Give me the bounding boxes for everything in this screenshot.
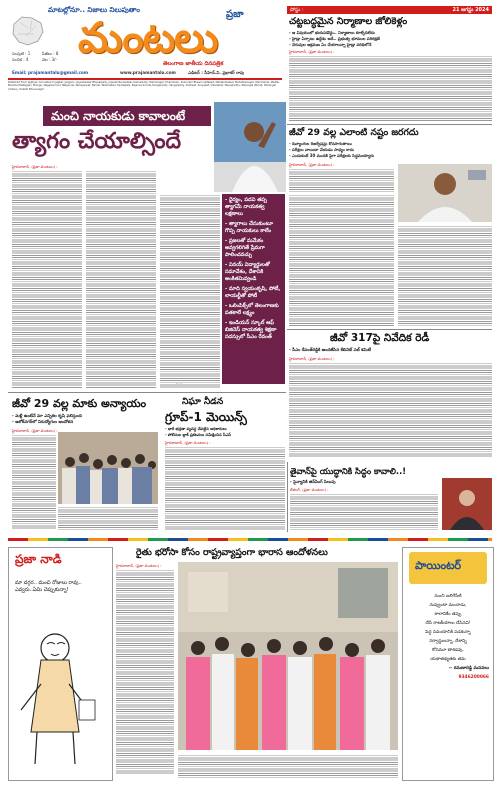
story1-sub: - ఆ విషయంలో భయపడొద్దు.. నిర్మాణాలు కూల్చేదిలేదు (289, 30, 375, 35)
story1-sub: - హైడ్రా ఏర్పాటు ఉద్దేశం అదే.. ప్రభుత్వ భూముల పరిరక్షణే (289, 36, 380, 41)
group1-dateline: హైదరాబాద్, (ప్రజా మంటలు) : (165, 440, 211, 445)
praja-nadi-box (8, 547, 113, 781)
farmers-body-bottom (178, 754, 398, 778)
vertical-divider (287, 462, 288, 532)
masthead-meta-2 (42, 51, 82, 62)
lead-dateline: హైదరాబాద్, (ప్రజా మంటలు) : (12, 164, 58, 169)
masthead-slogan: మాటల్లోనూ.. నిజాలు నిలుపుతాం (48, 6, 140, 14)
story1-dateline: హైదరాబాద్, (ప్రజా మంటలు) : (289, 49, 335, 54)
pages: పేజీలు : 8 (42, 51, 59, 56)
lead-kicker (43, 106, 211, 126)
highlight-item: - మాది స్వయంకృషి, పోటీ, లాయల్టీతో పోటీ (225, 286, 281, 299)
group1-sub: - పోలీసుల బ్లాక్ ప్రకటనలు సమీక్షించిన సీఎస్ (165, 432, 232, 437)
story2-sub: - ఎందుకంటే 30 మందికి పైగా పరీక్షలకు సిద్ధమయ్యారు (289, 153, 375, 158)
highlight-item: - ధైర్యం, పదవి తప్ప త్యాగమే నాయకత్వ లక్షణాలు (225, 197, 267, 217)
chief-minister-photo (214, 102, 286, 192)
story3-dateline: హైదరాబాద్, (ప్రజా మంటలు) : (289, 356, 335, 361)
byline: ‑ ‑ ‑ (176, 381, 183, 385)
pointer-line: నుంచి బలిగేసేటి (434, 594, 462, 599)
nigha-kicker: నిఘా నీడన (182, 397, 224, 407)
story2-sub: - దివ్యాంగుల రిజర్వేషన్లు కొనసాగుతాయి (289, 141, 352, 146)
go29-subheads (12, 413, 162, 425)
story3-headline: జీవో 317పై నివేదిక రెడీ (330, 332, 430, 344)
divider (287, 329, 492, 330)
issue: సంచిక : 4 (12, 56, 29, 62)
pointer-title: పాయింటర్ (415, 559, 462, 572)
story2-headline: జీవో 29 వల్ల ఎలాంటి నష్టం జరగదు (289, 127, 419, 138)
divider (287, 124, 492, 125)
website[interactable]: www.prajamantalu.com (120, 70, 176, 75)
pointer-line: యథాతథ్యతకు తమ (430, 657, 466, 662)
story2-body (289, 194, 394, 326)
lead-body-col3 (160, 194, 220, 388)
lead-photo (252, 86, 284, 101)
story1-subheads (289, 30, 494, 48)
story3-subhead: - సీఎం రేవంత్‌రెడ్డికి అందజేసిన కేబినెట్ సబ్ కమిటీ (289, 347, 372, 352)
pointer-verse (407, 592, 489, 682)
brand-small: ప్రజా (226, 9, 244, 20)
farmers-dateline: హైదరాబాద్, (ప్రజా మంటలు) : (116, 563, 162, 568)
issue-date: 21 ఆగస్టు 2024 (452, 7, 489, 13)
lead-highlights-box (222, 194, 285, 384)
farmers-headline: రైతు భరోసా కోసం రాష్ట్రవ్యాప్తంగా భారాస ఆందోళనలు (136, 547, 328, 558)
farmers-body-col (116, 569, 174, 775)
cartoon-caption: మా దగ్గర.. మంచి రోజులు రావు.. ఎవ్వరు..ఏమి చెప్పుకున్నా! (15, 580, 82, 593)
group1-sub: - భారీ భద్రతా వ్యవస్థ చేపట్టిన అధికారులు (165, 426, 227, 431)
go29-body-2 (58, 506, 158, 530)
highlight-item: - ఒలింపిక్స్‌లో తెలంగాణకు పతకాలే లక్ష్యం (225, 303, 279, 316)
brand-title: మంటలు (78, 13, 218, 62)
group1-body (165, 446, 285, 530)
pointer-author: -- రమణారెడ్డి మనవలు (448, 666, 489, 671)
go29-headline: జీవో 29 వల్ల మాకు అన్యాయం (12, 397, 147, 410)
pointer-box (402, 547, 494, 781)
official-portrait-photo (398, 164, 492, 222)
go29-body (12, 434, 56, 530)
story1-body (289, 55, 492, 121)
cartoon-illustration (17, 614, 103, 774)
highlight-item: - ప్రజలతో మమేకం అవ్వగలిగితే ప్రేమగా పాలించవచ్చు (225, 238, 265, 258)
highlight-item: - త్యాగాలు చేసుకుంటూ గొప్ప నాయకులు కాలేం (225, 221, 274, 234)
lead-body-col2 (86, 170, 156, 388)
protest-photo (58, 432, 158, 504)
publisher-line: Published From Jagtiyal, Circulated In Jagtial, Jangaon, Jayashankar Bhupalpally, Jogulamba Gadwal, Kamareddy, Karimnagar, Khammam, Kumuram Bheem Asifabad, Mahabubabad, Mahabubnagar, Mancherial, Medak, Medchal Malkajgiri, Mulugu, Nagarkurnool, Nalgonda, Narayanpet, Nirmal, Nizamabad, Peddapalli, Rajanna Sircilla, Rangareddy, Sangareddy, Siddipet, Suryapet, Vikarabad, Wanaparthy, Warangal (Rural), Warangal (Urban), Yadadri Bhuvanagiri (8, 81, 280, 91)
go29-sub: - మళ్లీ ఉంటేనే మా ఎన్నికల కృషి ఫలిస్తుంది (12, 413, 83, 418)
date-bar (287, 6, 492, 14)
pointer-line: నువ్వుంటా మంచాడు, (429, 603, 467, 608)
taiwan-subhead: - సైన్యానికి జిన్‌పింగ్ పిలుపు (290, 479, 336, 484)
xi-jinping-photo (442, 478, 492, 530)
group1-headline: గ్రూప్-1 మెయిన్స్ (165, 410, 247, 424)
taiwan-body (290, 493, 438, 530)
masthead (8, 6, 282, 78)
highlight-item: - వినయ్ విద్యార్థులతో సమావేశం, దేశానికి అంకితమివ్వండి (225, 262, 270, 282)
pointer-line: సర్వాస్థులన్నా, దేశాన్ని (429, 639, 467, 644)
pointer-line: కోసమూ తాకడవు, (432, 648, 464, 653)
story3-body (289, 362, 492, 458)
pointer-line: చేసే రాజకీయాలు చేసినవి! (425, 621, 471, 626)
group1-subheads (165, 426, 290, 438)
story2-body-right (398, 225, 492, 326)
pointer-banner (409, 552, 487, 584)
editor: ఎడిటర్ : సీహెచ్.వి. ప్రభాకర్ రావు (188, 70, 245, 75)
email[interactable]: Email: prajamantalu@gmail.com (12, 70, 89, 75)
divider (8, 392, 286, 393)
story1-headline: చట్టబద్ధమైన నిర్మాణాల జోలికెళ్లం (289, 16, 408, 27)
pointer-phone: 9346200066 (458, 675, 489, 680)
price: వెల : 3/- (42, 56, 57, 62)
praja-nadi-title: ప్రజా నాడి (15, 552, 62, 566)
tagline: తెలంగాణ జాతీయ దినపత్రిక (163, 61, 224, 67)
go29-dateline: హైదరాబాద్, (ప్రజా మంటలు) : (12, 428, 58, 433)
lead-headline: త్యాగం చేయాల్సిందే (12, 129, 182, 154)
story2-subheads (289, 141, 494, 159)
story1-sub: - చెరువుల ఆక్రమణ ఏం చేయాలన్నా హైడ్రా పరిధిలోనే (289, 42, 372, 47)
farmers-protest-photo (178, 562, 398, 750)
highlight-item: - ఇండియన్ స్కూల్ ఆఫ్ బిజినెస్ నాయకత్వ శిక్షణా సదస్సులో సీఎం రేవంత్ (225, 320, 277, 340)
story2-sub: - పరీక్షలు వాయిదా వేయడం సాధ్యం కాదు (289, 147, 354, 152)
lead-kicker-text: మంచి నాయకుడు కావాలంటే (51, 109, 186, 123)
go29-sub: - అశోక్‌నగర్‌లో నిరుద్యోగుల ఆందోళన (12, 419, 74, 424)
color-strip (8, 538, 492, 541)
taiwan-dateline: బీజింగ్, (ప్రజా మంటలు) : (290, 487, 329, 492)
masthead-rule (8, 78, 282, 80)
pointer-line: కాలానికేం తప్పు (434, 612, 462, 617)
volume: సంపుటి : 1 (12, 51, 31, 56)
pointer-line: పెద్ద సమయానికి పడకున్నా (425, 630, 471, 635)
lead-body-col1 (12, 170, 82, 388)
telangana-map-logo (10, 14, 46, 48)
taiwan-headline: తైవాన్‌పై యుద్ధానికి సిద్ధం కావాలి..! (290, 466, 407, 476)
dateline-left: పోస్టు : (290, 7, 304, 13)
story2-dateline: హైదరాబాద్, (ప్రజా మంటలు) : (289, 162, 335, 167)
story2-body-left (289, 168, 394, 192)
